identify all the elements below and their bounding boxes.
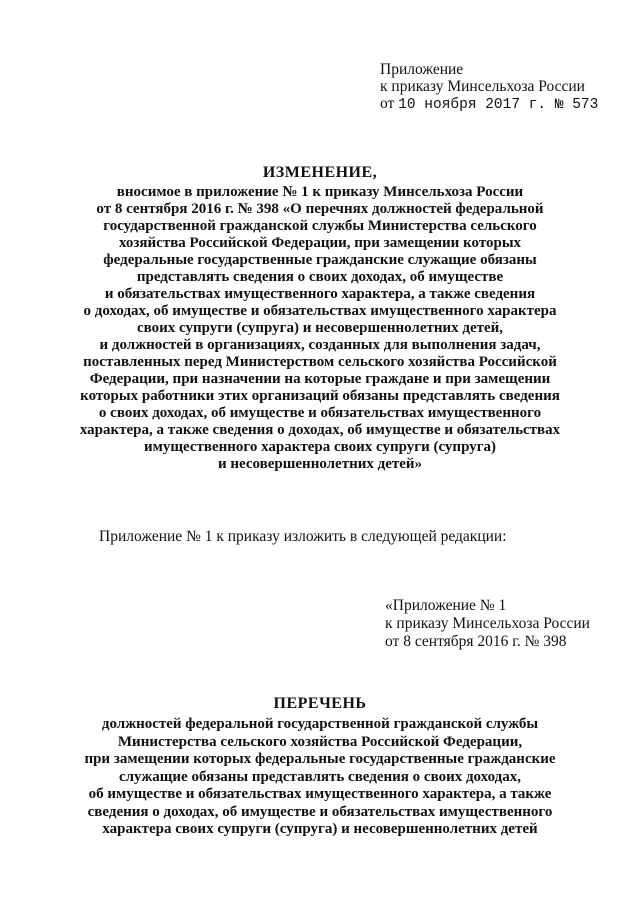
change-subtitle-line: и обязательствах имущественного характера, а также сведения [104,286,536,302]
appendix-quote [385,597,590,651]
change-subtitle-line: и должностей в организациях, созданных для выполнения задач, [99,337,541,353]
change-subtitle-line: от 8 сентября 2016 г. № 398 «О перечнях должностей федеральной [96,201,544,217]
change-subtitle-line: характера, а также сведения о доходах, об имуществе и обязательствах [79,422,561,438]
list-subtitle-line: при замещении которых федеральные государственные гражданские [84,751,556,767]
appendix-header-prefix: от [380,95,395,112]
change-subtitle-line: хозяйства Российской Федерации, при замещении которых [118,235,522,251]
change-subtitle-line: имущественного характера своих супруги (супруга) [143,439,497,455]
list-subtitle-line: сведения о доходах, об имуществе и обязательствах имущественного [87,803,553,820]
list-title: ПЕРЕЧЕНЬ [273,695,367,712]
change-subtitle-line: федеральные государственные гражданские служащие обязаны [103,252,537,268]
change-subtitle-line: о доходах, об имуществе и обязательствах имущественного характера [83,303,557,319]
appendix-header-date-line [380,95,598,114]
appendix-quote-line1: «Приложение № 1 [385,597,507,614]
list-subtitle-line: Министерства сельского хозяйства Российской Федерации, [117,733,523,750]
change-subtitle-line: о своих доходах, об имуществе и обязательствах имущественного [98,405,542,421]
appendix-header-date-number: 10 ноября 2017 г. № 573 [398,97,599,113]
appendix-header [380,61,598,114]
list-subtitle-line: служащие обязаны представлять сведения о своих доходах, [118,768,522,785]
change-subtitle-line: представлять сведения о своих доходах, об имуществе [136,269,504,285]
list-subtitle-line: характера своих супруги (супруга) и несовершеннолетних детей [102,821,538,837]
change-subtitle [20,184,620,473]
appendix-quote-line2: к приказу Минсельхоза России [385,615,590,632]
list-subtitle [20,716,620,839]
change-subtitle-line: вносимое в приложение № 1 к приказу Минсельхоза России [116,184,524,200]
change-subtitle-line: Федерации, при назначении на которые граждане и при замещении [89,371,551,387]
appendix-quote-line3: от 8 сентября 2016 г. № 398 [385,633,567,650]
change-title: ИЗМЕНЕНИЕ, [262,164,378,181]
change-subtitle-line: государственной гражданской службы Министерства сельского [103,218,537,234]
appendix-header-line1: Приложение [380,61,464,78]
appendix-header-line2: к приказу Минсельхоза России [380,78,585,95]
instruction-paragraph: Приложение № 1 к приказу изложить в следующей редакции: [99,528,507,545]
change-subtitle-line: и несовершеннолетних детей» [217,456,423,472]
change-subtitle-line: своих супруги (супруга) и несовершеннолетних детей, [136,320,504,336]
list-subtitle-line: об имуществе и обязательствах имущественного характера, а также [88,786,552,802]
change-subtitle-line: поставленных перед Министерством сельского хозяйства Российской [83,354,557,370]
change-subtitle-line: которых работники этих организаций обязаны представлять сведения [80,388,560,404]
list-subtitle-line: должностей федеральной государственной гражданской службы [101,716,539,732]
